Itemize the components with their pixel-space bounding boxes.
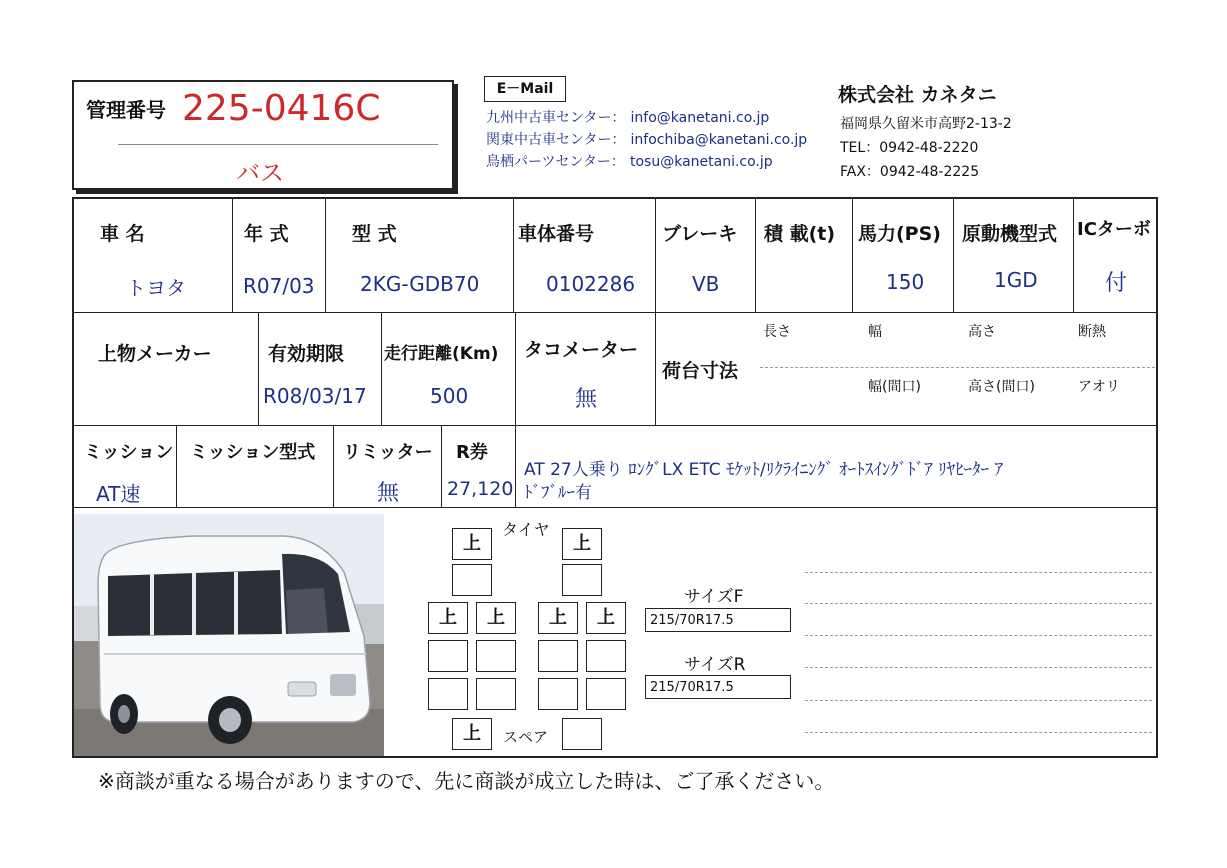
- tire-front-right-lower[interactable]: [562, 564, 602, 596]
- col-divider: [325, 197, 326, 312]
- tire-rear-right-outer[interactable]: 上: [586, 602, 626, 634]
- col-divider: [1073, 197, 1074, 312]
- label-mission: ミッション: [84, 442, 174, 463]
- value-chassis: 0102286: [546, 272, 636, 296]
- size-r-label: サイズR: [684, 655, 746, 675]
- company-address: 福岡県久留米市高野2-13-2: [840, 116, 1012, 132]
- row-divider: [72, 425, 1158, 426]
- col-divider: [755, 197, 756, 312]
- company-fax: FAX：0942-48-2225: [840, 164, 980, 180]
- label-horsepower: 馬力(PS): [858, 223, 941, 245]
- bed-insulation-label: 断熱: [1078, 324, 1106, 340]
- col-divider: [655, 197, 656, 312]
- email-center: 関東中古車センター：: [486, 132, 626, 148]
- email-list: [486, 107, 807, 173]
- value-r-ticket: 27,120: [447, 478, 514, 500]
- tire-slot[interactable]: [476, 640, 516, 672]
- size-f-field: [645, 608, 791, 632]
- tire-front-left-lower[interactable]: [452, 564, 492, 596]
- email-address-link[interactable]: info@kanetani.co.jp: [630, 110, 770, 126]
- notes-dashline: [805, 572, 1152, 573]
- row-divider: [72, 507, 1158, 508]
- tire-rear-right-inner[interactable]: 上: [538, 602, 578, 634]
- value-engine: 1GD: [994, 268, 1038, 292]
- label-tachometer: タコメーター: [524, 339, 639, 361]
- notes-line-1: AT 27人乗り ﾛﾝｸﾞLX ETC ﾓｹｯﾄ/ﾘｸﾗｲﾆﾝｸﾞ ｵｰﾄｽｲﾝｸﾞﾄﾞｱ ﾘﾔﾋｰﾀｰ ｱ: [524, 460, 1003, 480]
- size-f-value: 215/70R17.5: [650, 613, 734, 628]
- value-brake: VB: [692, 272, 720, 296]
- label-load: 積 載(t): [764, 223, 836, 245]
- spare-label: スペア: [503, 728, 549, 746]
- value-horsepower: 150: [886, 270, 925, 294]
- tire-front-right[interactable]: 上: [562, 528, 602, 560]
- col-divider: [852, 197, 853, 312]
- email-row: [486, 107, 807, 129]
- size-f-label: サイズF: [684, 587, 744, 607]
- email-center: 九州中古車センター：: [486, 110, 626, 126]
- label-mileage: 走行距離(Km): [384, 344, 499, 364]
- value-year: R07/03: [243, 274, 315, 298]
- tire-slot[interactable]: [538, 640, 578, 672]
- col-divider: [258, 312, 259, 425]
- col-divider: [515, 312, 516, 425]
- email-center: 鳥栖パーツセンター：: [486, 154, 625, 170]
- col-divider: [441, 425, 442, 507]
- email-address-link[interactable]: tosu@kanetani.co.jp: [629, 154, 773, 170]
- notes-dashline: [805, 667, 1152, 668]
- tire-slot[interactable]: [428, 640, 468, 672]
- value-ic-turbo: 付: [1105, 271, 1128, 296]
- bed-height-opening-label: 高さ(間口): [968, 379, 1035, 395]
- email-title-box: [484, 76, 566, 102]
- email-row: [486, 129, 807, 151]
- bed-tailgate-label: アオリ: [1078, 379, 1120, 395]
- tire-front-left[interactable]: 上: [452, 528, 492, 560]
- label-engine: 原動機型式: [962, 223, 1058, 245]
- tire-slot[interactable]: [428, 678, 468, 710]
- tire-rear-left-inner[interactable]: 上: [476, 602, 516, 634]
- management-divider: [118, 144, 438, 145]
- tire-spare-slot[interactable]: [562, 718, 602, 750]
- label-model: 型 式: [352, 223, 397, 245]
- footer-note: ※商談が重なる場合がありますので、先に商談が成立した時は、ご了承ください。: [98, 769, 835, 793]
- col-divider: [232, 197, 233, 312]
- tire-title: タイヤ: [502, 520, 550, 539]
- bus-illustration: [74, 514, 384, 756]
- value-model: 2KG-GDB70: [360, 272, 480, 296]
- label-chassis: 車体番号: [518, 223, 595, 245]
- management-label: 管理番号: [86, 98, 166, 122]
- label-brake: ブレーキ: [662, 223, 738, 245]
- col-divider: [513, 197, 514, 312]
- label-expiry: 有効期限: [268, 343, 345, 365]
- label-limiter: リミッター: [343, 442, 433, 463]
- bed-length-label: 長さ: [763, 324, 791, 340]
- company-name: 株式会社 カネタニ: [838, 84, 997, 106]
- col-divider: [655, 312, 656, 425]
- value-tachometer: 無: [575, 387, 598, 412]
- value-limiter: 無: [377, 481, 400, 506]
- label-car-name: 車 名: [100, 223, 145, 245]
- company-tel: TEL：0942-48-2220: [840, 140, 979, 156]
- col-divider: [381, 312, 382, 425]
- value-mission: AT速: [96, 482, 141, 506]
- tire-slot[interactable]: [476, 678, 516, 710]
- tire-slot[interactable]: [538, 678, 578, 710]
- value-expiry: R08/03/17: [263, 384, 367, 408]
- size-r-value: 215/70R17.5: [650, 680, 734, 695]
- tire-slot[interactable]: [586, 640, 626, 672]
- col-divider: [333, 425, 334, 507]
- bed-height-label: 高さ: [968, 324, 996, 340]
- email-row: [486, 151, 807, 173]
- management-box: [72, 80, 454, 190]
- email-title: E－Mail: [496, 81, 554, 97]
- size-r-field: [645, 675, 791, 699]
- notes-dashline: [805, 700, 1152, 701]
- label-body-maker: 上物メーカー: [98, 343, 212, 365]
- label-bed-dims: 荷台寸法: [662, 360, 739, 382]
- label-mission-type: ミッション型式: [190, 442, 316, 463]
- tire-spare[interactable]: 上: [452, 718, 492, 750]
- tire-rear-left-outer[interactable]: 上: [428, 602, 468, 634]
- vehicle-photo: [74, 514, 384, 756]
- label-year: 年 式: [244, 223, 289, 245]
- notes-dashline: [805, 732, 1152, 733]
- bed-dims-dashline: [760, 367, 1155, 368]
- email-address-link[interactable]: infochiba@kanetani.co.jp: [630, 132, 808, 148]
- notes-line-2: ﾄﾞﾌﾞﾙｰ有: [524, 483, 592, 503]
- notes-dashline: [805, 635, 1152, 636]
- value-mileage: 500: [430, 384, 469, 408]
- notes-dashline: [805, 603, 1152, 604]
- col-divider: [953, 197, 954, 312]
- label-ic-turbo: ICターボ: [1077, 219, 1151, 240]
- value-car-name: トヨタ: [126, 276, 186, 300]
- vehicle-category: バス: [236, 159, 284, 187]
- management-number: 225-0416C: [182, 88, 381, 129]
- col-divider: [176, 425, 177, 507]
- col-divider: [515, 425, 516, 507]
- label-r-ticket: R券: [456, 442, 488, 463]
- row-divider: [72, 312, 1158, 313]
- tire-slot[interactable]: [586, 678, 626, 710]
- bed-width-label: 幅: [868, 324, 882, 340]
- bed-width-opening-label: 幅(間口): [868, 379, 921, 395]
